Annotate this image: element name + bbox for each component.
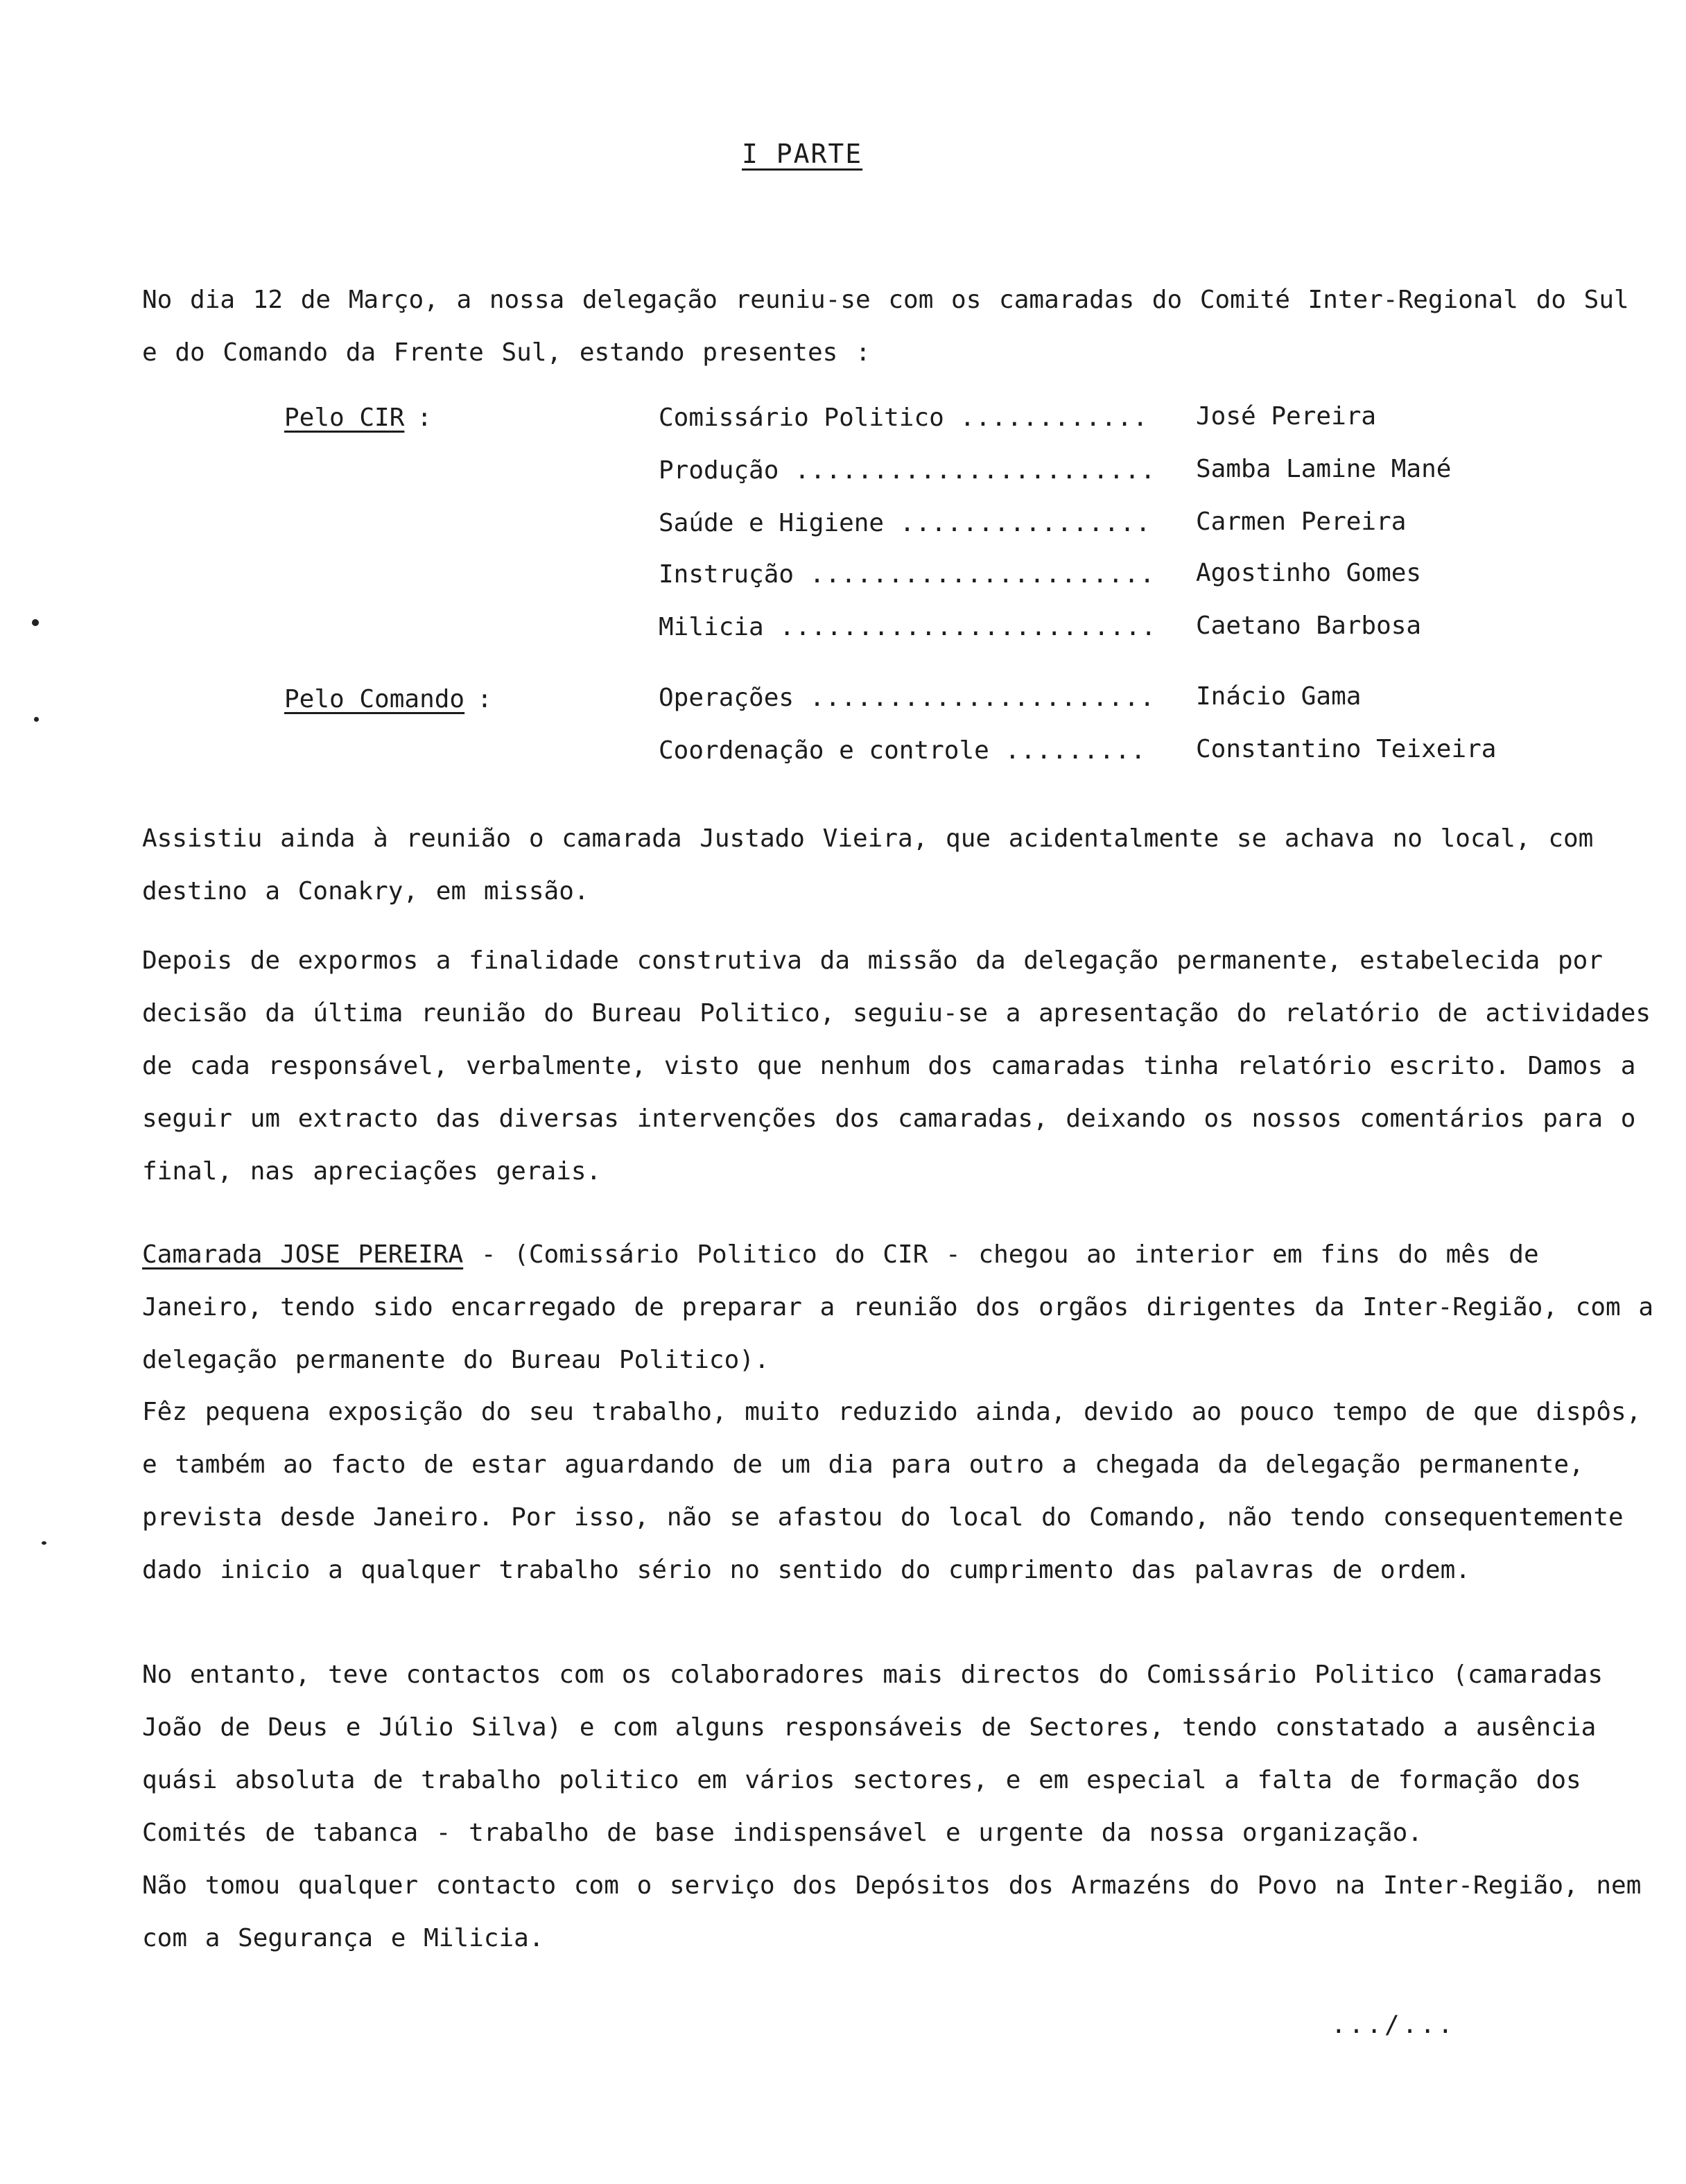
roster-role: Coordenação e controle ..... bbox=[659, 736, 1151, 765]
scan-speck bbox=[42, 1541, 46, 1545]
roster-group-colon: : bbox=[417, 404, 433, 432]
roster-name: Constantino Teixeira bbox=[1196, 735, 1497, 763]
speaker-name: Camarada JOSE PEREIRA bbox=[142, 1240, 464, 1269]
paragraph-pereira-3: Não tomou qualquer contacto com o serviço dos Depósitos dos Armazéns do Povo na Inter-Região, nem com a Segurança e Milicia. bbox=[142, 1871, 1642, 1952]
speaker-intro: - (Comissário Politico do CIR - chegou ao interior em fins do mês de Janeiro, tendo sido encarregado de preparar a reunião dos orgãos dirigentes da Inter-Região, com a delegação permanente do Bureau Politico). bbox=[142, 1240, 1654, 1374]
scan-speck bbox=[34, 717, 39, 722]
roster-group-label: Pelo CIR bbox=[284, 404, 405, 432]
paragraph-pereira-1: Fêz pequena exposição do seu trabalho, muito reduzido ainda, devido ao pouco tempo de que dispôs, e também ao facto de estar aguardando de um dia para outro a chegada da delegação permanente, prevista desde Janeiro. Por isso, não se afastou do local do Comando, não tendo consequentemente dado inicio a qualquer trabalho sério no sentido do cumprimento das palavras de ordem. bbox=[142, 1398, 1642, 1584]
intro-paragraph: No dia 12 de Março, a nossa delegação reuniu-se com os camaradas do Comité Inter-Regional do Sul e do Comando da Frente Sul, estando presentes : bbox=[142, 286, 1629, 367]
roster-name: Inácio Gama bbox=[1196, 682, 1362, 711]
scan-speck bbox=[32, 619, 39, 626]
roster-role: Operações ..... bbox=[659, 684, 1151, 712]
paragraph-pereira-intro bbox=[142, 1229, 1660, 1387]
roster-name: José Pereira bbox=[1196, 402, 1377, 431]
roster-role: Instrução ..... bbox=[659, 560, 1151, 589]
page-title: I PARTE bbox=[742, 139, 863, 169]
continuation-mark: .../... bbox=[1331, 2011, 1456, 2039]
paragraph-pereira-2: No entanto, teve contactos com os colaboradores mais directos do Comissário Politico (camaradas João de Deus e Júlio Silva) e com alguns responsáveis de Sectores, tendo constatado a ausência quási absoluta de trabalho politico em vários sectores, e em especial a falta de formação dos Comités de tabanca - trabalho de base indispensável e urgente da nossa organização. bbox=[142, 1661, 1604, 1847]
roster-role: Comissário Politico ..... bbox=[659, 404, 1151, 432]
roster-group-colon: : bbox=[477, 685, 492, 713]
roster-role: Saúde e Higiene ..... bbox=[659, 509, 1151, 537]
roster-name: Agostinho Gomes bbox=[1196, 559, 1422, 587]
roster-group-comando bbox=[284, 685, 492, 713]
paragraph-assistiu: Assistiu ainda à reunião o camarada Justado Vieira, que acidentalmente se achava no local, com destino a Conakry, em missão. bbox=[142, 824, 1594, 905]
roster-name: Caetano Barbosa bbox=[1196, 612, 1422, 640]
roster-group-cir bbox=[284, 404, 432, 432]
paragraph-depois: Depois de expormos a finalidade construtiva da missão da delegação permanente, estabelecida por decisão da última reunião do Bureau Politico, seguiu-se a apresentação do relatório de actividades de cada responsável, verbalmente, visto que nenhum dos camaradas tinha relatório escrito. Damos a seguir um extracto das diversas intervenções dos camaradas, deixando os nossos comentários para o final, nas apreciações gerais. bbox=[142, 946, 1651, 1186]
roster-name: Carmen Pereira bbox=[1196, 508, 1407, 536]
roster-role: Produção ..... bbox=[659, 456, 1151, 485]
roster-group-label: Pelo Comando bbox=[284, 685, 465, 713]
roster-name: Samba Lamine Mané bbox=[1196, 455, 1452, 483]
roster-role: Milicia ..... bbox=[659, 613, 1151, 641]
